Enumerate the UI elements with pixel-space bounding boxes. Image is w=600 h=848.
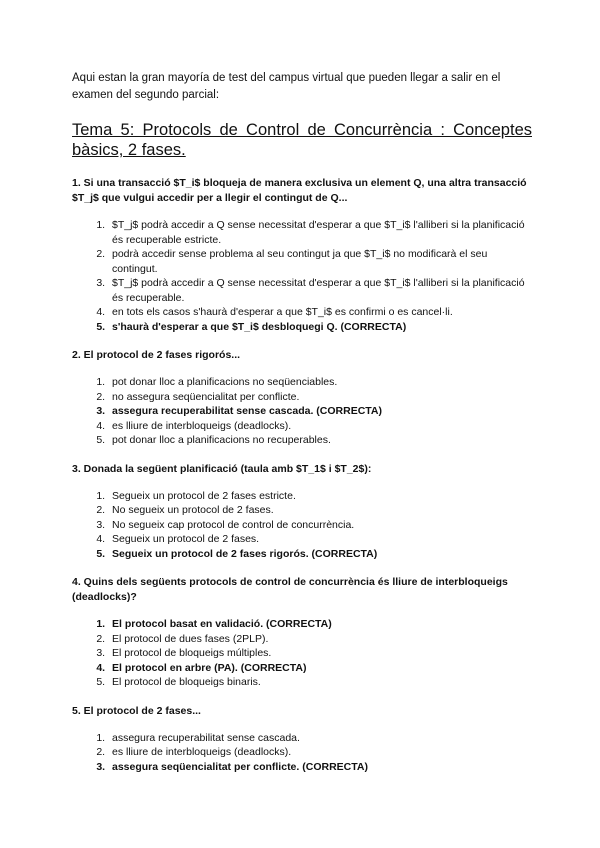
option-item-correct: 3. assegura recuperabilitat sense cascada. (CORRECTA) [108, 404, 532, 419]
option-item: 5. pot donar lloc a planificacions no recuperables. [108, 433, 532, 448]
document-page [72, 70, 532, 788]
option-item: 4. Segueix un protocol de 2 fases. [108, 532, 532, 547]
question-block [72, 462, 532, 562]
option-list [72, 489, 532, 562]
question-block [72, 348, 532, 448]
option-item: 2. No segueix un protocol de 2 fases. [108, 503, 532, 518]
option-list [72, 218, 532, 334]
option-item: 3. No segueix cap protocol de control de concurrència. [108, 518, 532, 533]
option-item: 2. El protocol de dues fases (2PLP). [108, 632, 532, 647]
question-text: 3. Donada la següent planificació (taula amb $T_1$ i $T_2$): [72, 462, 372, 475]
question-block [72, 704, 532, 775]
option-item: 2. es lliure de interbloqueigs (deadlocks). [108, 745, 532, 760]
option-list [72, 375, 532, 448]
option-item-correct: 4. El protocol en arbre (PA). (CORRECTA) [108, 661, 532, 676]
option-list [72, 617, 532, 690]
question-text: 2. El protocol de 2 fases rigorós... [72, 349, 241, 361]
section-title: Tema 5: Protocols de Control de Concurrència : Conceptes bàsics, 2 fases. [72, 121, 532, 159]
intro-paragraph: Aqui estan la gran mayoría de test del campus virtual que pueden llegar a salir en el examen del segundo parcial: [72, 72, 501, 101]
option-item: 1. Segueix un protocol de 2 fases estricte. [108, 489, 532, 504]
question-list [72, 176, 532, 774]
option-item: 2. no assegura seqüencialitat per conflicte. [108, 390, 532, 405]
option-item-correct: 3. assegura seqüencialitat per conflicte. (CORRECTA) [108, 760, 532, 775]
question-block [72, 575, 532, 690]
option-item-correct: 5. Segueix un protocol de 2 fases rigorós. (CORRECTA) [108, 547, 532, 562]
option-item: 2. podrà accedir sense problema al seu contingut ja que $T_i$ no modificarà el seu contingut. [108, 247, 532, 276]
option-item: 3. $T_j$ podrà accedir a Q sense necessitat d'esperar a que $T_i$ l'alliberi si la planificació és recuperable. [108, 276, 532, 305]
option-item: 3. El protocol de bloqueigs múltiples. [108, 646, 532, 661]
option-item: 1. pot donar lloc a planificacions no seqüenciables. [108, 375, 532, 390]
question-text: 5. El protocol de 2 fases... [72, 704, 201, 717]
question-block [72, 176, 532, 334]
option-item: 1. assegura recuperabilitat sense cascada. [108, 731, 532, 746]
option-item: 1. $T_j$ podrà accedir a Q sense necessitat d'esperar a que $T_i$ l'alliberi si la planificació és recuperable estricte. [108, 218, 532, 247]
option-item-correct: 5. s'haurà d'esperar a que $T_i$ desbloquegi Q. (CORRECTA) [108, 320, 532, 335]
question-text: 4. Quins dels següents protocols de control de concurrència és lliure de interbloqueigs (deadlocks)? [72, 576, 508, 603]
option-item: 5. El protocol de bloqueigs binaris. [108, 675, 532, 690]
option-item-correct: 1. El protocol basat en validació. (CORRECTA) [108, 617, 532, 632]
question-text: 1. Si una transacció $T_i$ bloqueja de manera exclusiva un element Q, una altra transacció $T_j$ que vulgui accedir per a llegir el contingut de Q... [72, 177, 527, 204]
option-item: 4. es lliure de interbloqueigs (deadlocks). [108, 419, 532, 434]
option-item: 4. en tots els casos s'haurà d'esperar a que $T_i$ es confirmi o es cancel·li. [108, 305, 532, 320]
option-list [72, 731, 532, 775]
